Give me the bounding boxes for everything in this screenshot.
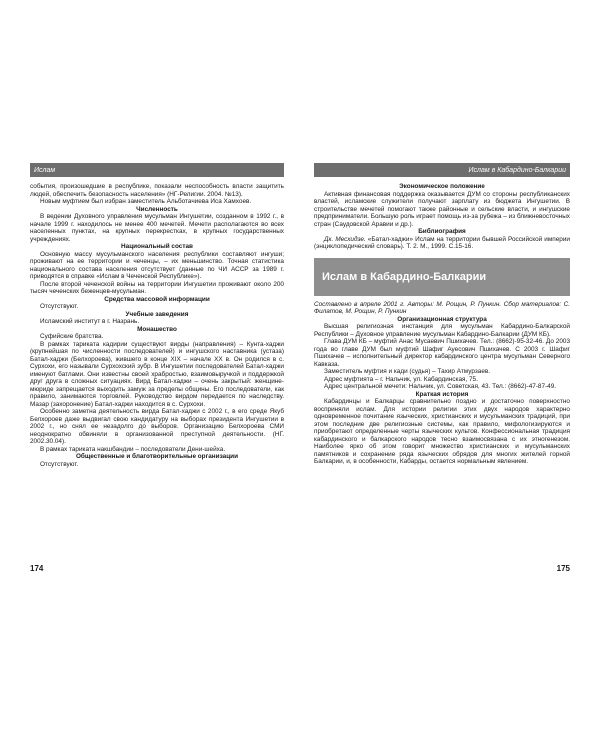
paragraph: Кабардинцы и Балкарцы сравнительно поздно и достаточно поверхностно восприняли ислам. Для истории религии этих двух народов характерно одновременное почитание языческих, христианских и мусульманских традиций, при этом последние две религиозные системы, как правило, мифологизируются и приобретают определенные черты языческих культов. Конфессиональная традиция кабардинского и балкарского народов тесно взаимосвязана с их этногенезом. Наиболее ярко об этом говорит множество христианских и мусульманских памятников и сохранение ряда языческих обрядов для многих жителей горной Балкарии, и, в особенности, Кабарды, остается нормальным явлением. [314, 398, 570, 465]
page-number: 175 [556, 564, 570, 573]
section-heading-history: Краткая история [415, 390, 469, 398]
bibliography-entry [314, 236, 570, 251]
right-page-body-2 [314, 301, 570, 466]
paragraph: В ведении Духовного управления мусульман Ингушетии, созданном в 1992 г., в начале 1999 г. находилось не менее 400 мечетей. Мечети располагаются во всех населенных пунктах, на крупных перекрестках, в крупных государственных учреждениях. [30, 213, 284, 243]
paragraph: Адрес центральной мечети: Нальчик, ул. Советская, 43. Тел.: (8662)-47-87-49. [324, 383, 557, 390]
paragraph: Активная финансовая поддержка оказывается ДУМ со стороны республиканских властей, исламские служители получают зарплату из бюджета Ингушетии. В строительстве мечетей помогают также районные и сельские власти, и ингушские предприниматели. Большую роль играет помощь из-за рубежа – из ближневосточных стран (Саудовской Аравии и др.). [314, 190, 570, 228]
paragraph: Суфийские братства. [40, 333, 104, 340]
left-page-body [30, 183, 284, 468]
paragraph: Адрес муфтията – г. Нальчик, ул. Кабардинская, 75. [324, 375, 478, 383]
compiled-note: Составлено в апреле 2001 г. Авторы: М. Рощин, Р. Пункин. Сбор материалов: С. Филатов, М. Рощин, Р. Пункин [314, 300, 570, 315]
section-heading-numbers: Численность [136, 205, 178, 213]
chapter-title-band [314, 258, 570, 296]
section-heading-nation: Национальный состав [121, 243, 193, 250]
section-heading-monasticism: Монашество [137, 325, 177, 333]
section-heading-education: Учебные заведения [125, 310, 189, 318]
paragraph: Отсутствуют. [40, 460, 79, 468]
right-page [314, 163, 570, 573]
bibliography-text: «Батал-хаджи» Ислам на территории бывшей Российской империи (энциклопедический словарь). Т. 2. М., 1999. С.15-16. [314, 235, 570, 250]
section-heading-structure: Организационная структура [397, 315, 487, 323]
paragraph: события, произошедшие в республике, показали неспособность власти защитить людей, обеспечить безопасность населения» (НГ-Религии. 2004. №13). [30, 183, 284, 198]
left-page [30, 163, 284, 573]
paragraph: Новым муфтием был избран заместитель Альботачиева Иса Хамхоев. [40, 198, 252, 205]
running-header-right: Ислам в Кабардино-Балкарии [314, 163, 570, 177]
bibliography-author: Дк. Месхидзе. [324, 235, 366, 243]
running-header-left: Ислам [30, 163, 284, 177]
paragraph: В рамках тариката накшбандии – последователи Дени-шейха. [40, 445, 226, 453]
paragraph: В рамках тариката кадирии существуют вирды (направления) – Кунта-хаджи (крупнейшая по численности последователей) и ингушского наставника (устаза) Батал-хаджи (Белхороева), жившего в конце XIX – начале XX в. Он родился в с. Сурхохи, его называли Сурхохский зубр. В Ингушетии последователей Батал-хаджи именуют батлами. Они известны своей храбростью, взаимовыручкой и поддержкой друг друга в сложных ситуациях. Вирд Батал-хаджи – очень закрытый: женщине-мюриде запрещается выходить замуж за пределы общины. Его последователи, как правило, занимаются торговлей. Руководство вирдом передается по наследству. Мазар (захоронение) Батал-хаджи находится в с. Сурхохи. [30, 340, 284, 408]
paragraph: Заместитель муфтия и кади (судья) – Тахир Атмурзаев. [324, 368, 491, 375]
paragraph: Основную массу мусульманского населения республики составляют ингуши; проживают на ее территории и чеченцы, – их меньшинство. Точная статистика национального состава населения отсутствует (данные по ЧИ АССР за 1989 г. приводятся в справке «Ислам в Чеченской Республике»). [30, 250, 284, 280]
section-heading-economy: Экономическое положение [399, 183, 485, 190]
section-heading-organizations: Общественные и благотворительные организации [75, 453, 239, 460]
right-page-body [314, 183, 570, 251]
chapter-title: Ислам в Кабардино-Балкарии [322, 270, 487, 283]
paragraph: Особенно заметна деятельность вирда Батал-хаджи с 2002 г., в его среде Якуб Белхороев даже выдвигал свою кандидатуру на выборах президента Ингушетии в 2002 г., но снял ее незадолго до выборов. Организацию Белхороева СМИ неоднократно обвиняли в организованной преступной деятельности. (НГ. 2002.30.04). [30, 408, 284, 445]
page-number: 174 [30, 564, 44, 573]
paragraph: Отсутствуют. [40, 303, 79, 310]
section-heading-media: Средства массовой информации [104, 295, 210, 303]
paragraph: Высшая религиозная инстанция для мусульман Кабардино-Балкарской Республики – Духовное управление мусульман Кабардино-Балкарии (ДУМ КБ). [314, 323, 570, 338]
section-heading-bibliography: Библиография [418, 228, 466, 235]
paragraph: Глава ДУМ КБ – муфтий Анас Мусаевич Пшихачев. Тел.: (8662)-95-32-46. До 2003 года во главе ДУМ был муфтий Шафиг Ауесович Пшихачев. С 2003 г. Шафиг Пшихачев – исполнительный директор кабардинского центра мусульман Северного Кавказа. [314, 338, 570, 368]
paragraph: После второй чеченской войны на территории Ингушетии проживают около 200 тысяч чеченских беженцев-мусульман. [30, 280, 284, 295]
paragraph: Исламский институт в г. Назрань. [40, 318, 140, 325]
